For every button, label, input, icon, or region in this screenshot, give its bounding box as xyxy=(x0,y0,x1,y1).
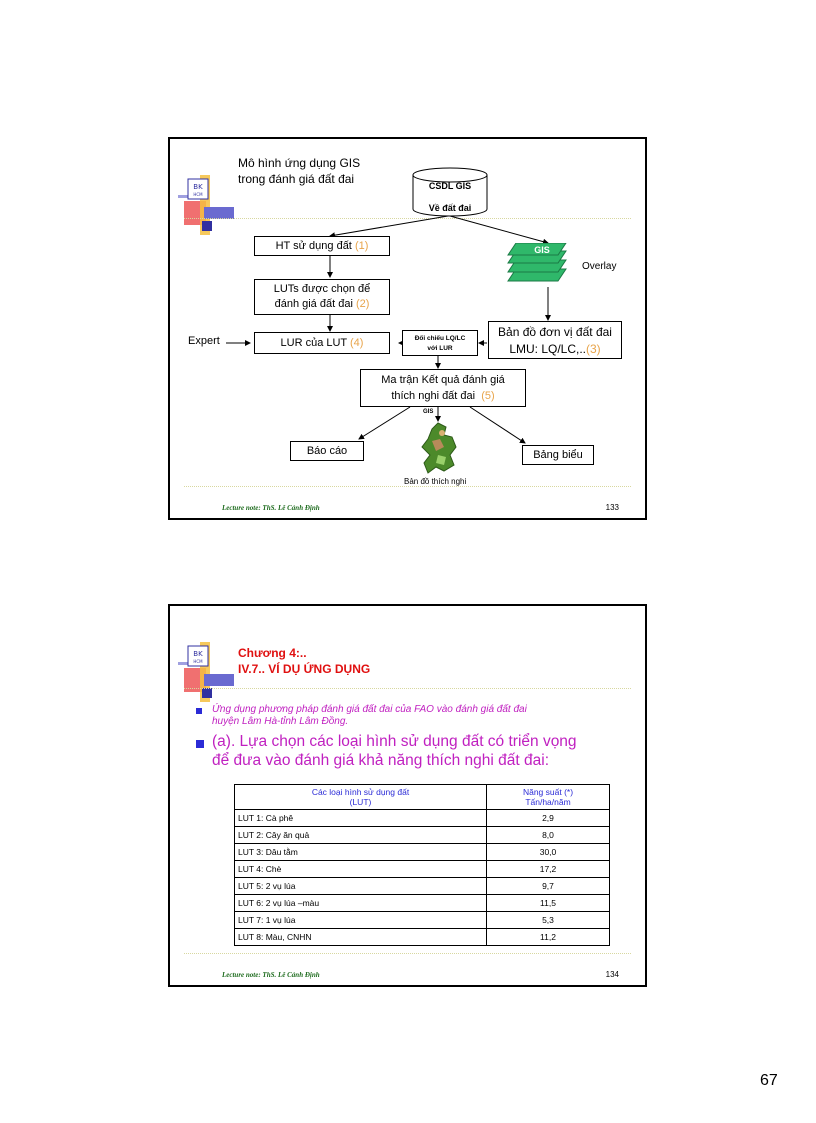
expert-label: Expert xyxy=(188,335,220,347)
table-row xyxy=(235,844,610,861)
bk-logo-icon xyxy=(176,632,236,704)
land-use-system-box xyxy=(254,236,390,256)
compare-line-1: Đối chiếu LQ/LC xyxy=(414,335,466,342)
selected-luts-line-2: đánh giá đất đai xyxy=(274,298,353,310)
table-header-row xyxy=(235,785,610,810)
slide-134 xyxy=(168,604,647,987)
lut-yield: 17,2 xyxy=(487,861,610,878)
lecture-note: Lecture note: ThS. Lê Cảnh Định xyxy=(222,504,320,512)
table-row xyxy=(235,827,610,844)
map-caption: Bản đồ thích nghi xyxy=(404,477,467,486)
table-row xyxy=(235,861,610,878)
lur-box xyxy=(254,332,390,354)
result-matrix-box xyxy=(360,369,526,407)
compare-box xyxy=(402,330,478,356)
lecture-note: Lecture note: ThS. Lê Cảnh Định xyxy=(222,971,320,979)
table-row xyxy=(235,810,610,827)
section-title: IV.7.. VÍ DỤ ỨNG DỤNG xyxy=(238,662,371,676)
bullet-icon xyxy=(196,740,204,748)
lut-name: LUT 1: Cà phê xyxy=(235,810,487,827)
header-yield-line-2: Tấn/ha/năm xyxy=(525,797,571,807)
footer-divider xyxy=(184,486,631,487)
land-use-system-label: HT sử dụng đất xyxy=(275,240,352,252)
lut-yield: 5,3 xyxy=(487,912,610,929)
header-yield xyxy=(487,785,610,810)
step-5-number: (5) xyxy=(481,390,495,402)
overlay-label: Overlay xyxy=(582,261,617,272)
land-unit-map-box xyxy=(488,321,622,359)
lut-yield: 11,2 xyxy=(487,929,610,946)
report-label: Báo cáo xyxy=(306,445,348,457)
lut-name: LUT 8: Màu, CNHN xyxy=(235,929,487,946)
lut-name: LUT 4: Chè xyxy=(235,861,487,878)
lut-name: LUT 7: 1 vụ lúa xyxy=(235,912,487,929)
svg-text:HCM: HCM xyxy=(193,192,203,197)
table-row xyxy=(235,895,610,912)
gis-layer-label: GIS xyxy=(534,245,550,255)
result-matrix-line-1: Ma trận Kết quả đánh giá xyxy=(381,374,505,386)
suitability-map-icon xyxy=(418,421,462,477)
slide-133 xyxy=(168,137,647,520)
svg-text:HCM: HCM xyxy=(193,659,203,664)
bullet-2-line-2: để đưa vào đánh giá khả năng thích nghi đất đai: xyxy=(212,752,549,769)
gis-small-label: GIS xyxy=(423,409,434,415)
compare-line-2: với LUR xyxy=(427,345,453,352)
selected-luts-box xyxy=(254,279,390,315)
header-lut xyxy=(235,785,487,810)
svg-text:BK: BK xyxy=(193,650,203,658)
table-row xyxy=(235,878,610,895)
title-line-1: Mô hình ứng dụng GIS xyxy=(238,156,361,170)
header-lut-line-2: (LUT) xyxy=(349,797,372,807)
lut-name: LUT 2: Cây ăn quả xyxy=(235,827,487,844)
lut-yield: 2,9 xyxy=(487,810,610,827)
header-lut-line-1: Các loại hình sử dụng đất xyxy=(311,787,410,797)
land-unit-map-line-2: LMU: LQ/LC,.. xyxy=(509,342,586,356)
bullet-2-text xyxy=(212,732,577,770)
lut-yield: 30,0 xyxy=(487,844,610,861)
table-output-label: Bảng biểu xyxy=(533,449,583,461)
land-unit-map-line-1: Bản đồ đơn vị đất đai xyxy=(498,325,612,339)
step-2-number: (2) xyxy=(355,298,370,310)
report-box xyxy=(290,441,364,461)
lut-name: LUT 5: 2 vụ lúa xyxy=(235,878,487,895)
lut-yield: 11,5 xyxy=(487,895,610,912)
bullet-2-line-1: (a). Lựa chọn các loại hình sử dụng đất có triển vọng xyxy=(212,733,577,750)
slide-page-number: 133 xyxy=(605,503,619,512)
selected-luts-line-1: LUTs được chọn để xyxy=(273,283,371,295)
bullet-1-line-2: huyện Lâm Hà-tỉnh Lâm Đồng. xyxy=(212,716,349,727)
document-page-number: 67 xyxy=(760,1072,778,1089)
lut-name: LUT 3: Dâu tằm xyxy=(235,844,487,861)
database-label: CSDL GIS xyxy=(428,181,472,191)
result-matrix-line-2: thích nghi đất đai xyxy=(391,390,476,402)
lut-yield: 8,0 xyxy=(487,827,610,844)
lut-yield: 9,7 xyxy=(487,878,610,895)
title-line-2: trong đánh giá đất đai xyxy=(238,172,355,186)
bullet-icon xyxy=(196,708,202,714)
step-4-number: (4) xyxy=(350,337,364,349)
svg-text:BK: BK xyxy=(193,183,203,191)
table-output-box xyxy=(522,445,594,465)
database-sublabel: Về đất đai xyxy=(428,203,472,213)
bullet-1-line-1: Ứng dụng phương pháp đánh giá đất đai của FAO vào đánh giá đất đai xyxy=(212,704,527,715)
bullet-1-text xyxy=(212,704,527,728)
divider xyxy=(184,688,631,689)
table-row xyxy=(235,929,610,946)
header-yield-line-1: Năng suất (*) xyxy=(522,787,574,797)
step-3-number: (3) xyxy=(586,342,601,356)
step-1-number: (1) xyxy=(354,240,369,252)
lut-name: LUT 6: 2 vụ lúa –màu xyxy=(235,895,487,912)
lut-table xyxy=(234,784,610,946)
chapter-title: Chương 4:.. xyxy=(238,646,307,660)
lur-label: LUR của LUT xyxy=(280,337,347,349)
table-row xyxy=(235,912,610,929)
footer-divider xyxy=(184,953,631,954)
slide-page-number: 134 xyxy=(605,970,619,979)
